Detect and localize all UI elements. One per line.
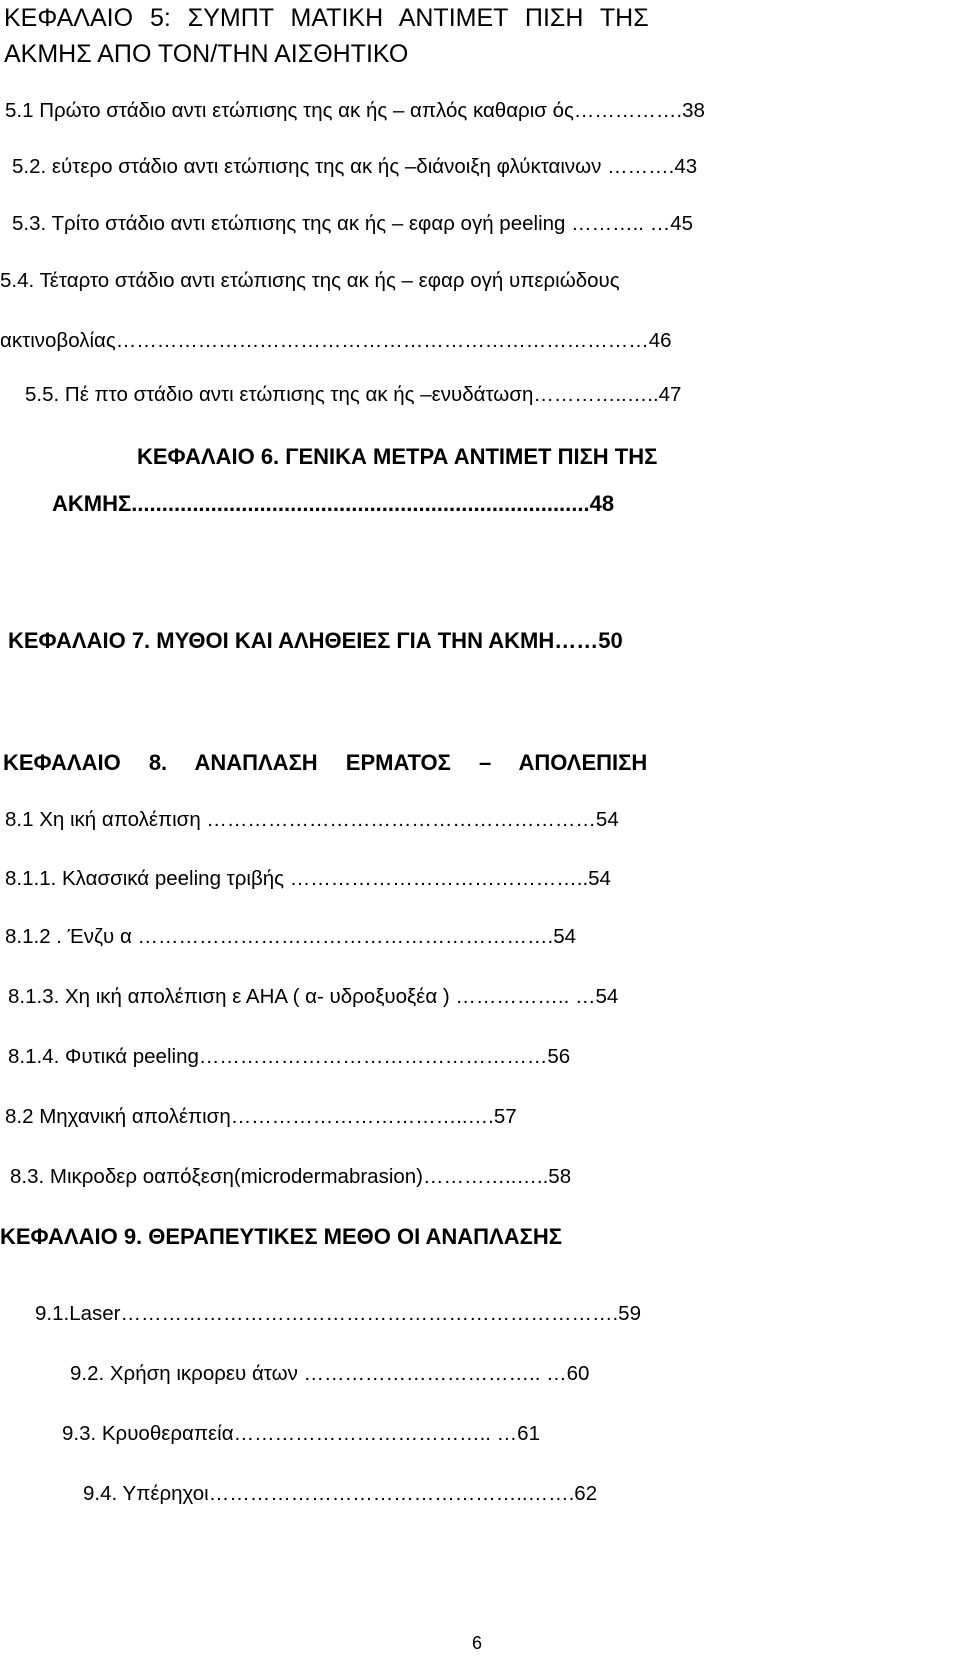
toc-entry-5-1: 5.1 Πρώτο στάδιο αντι ετώπισης της ακ ής – απλός καθαρισ ός…………….38 — [5, 99, 705, 122]
toc-entry-5-3: 5.3. Τρίτο στάδιο αντι ετώπισης της ακ ής – εφαρ ογή peeling ……….. …45 — [12, 212, 694, 235]
toc-entry-9-1: 9.1.Laser……………………………………………………………….59 — [35, 1302, 641, 1325]
toc-entry-5-2: 5.2. εύτερο στάδιο αντι ετώπισης της ακ ής –διάνοιξη φλύκταινων ……….43 — [12, 155, 698, 178]
toc-entry-8-2: 8.2 Μηχανική απολέπιση……………………………..….57 — [5, 1105, 517, 1128]
toc-entry-5-4-cont: ακτινοβολίας……………………………………………………………………46 — [0, 329, 672, 352]
toc-entry-9-4: 9.4. Υπέρηχοι………………………………………..…….62 — [83, 1482, 598, 1505]
chapter-5-title-line1: ΚΕΦΑΛΑΙΟ 5: ΣΥΜΠΤ ΜΑΤΙΚΗ ΑΝΤΙΜΕΤ ΠΙΣΗ ΤΗΣ — [4, 4, 649, 32]
page-number: 6 — [472, 1633, 483, 1653]
chapter-7-title: ΚΕΦΑΛΑΙΟ 7. ΜΥΘΟΙ ΚΑΙ ΑΛΗΘΕΙΕΣ ΓΙΑ ΤΗΝ ΑΚΜΗ……50 — [8, 628, 623, 653]
chapter-6-title-line1: ΚΕΦΑΛΑΙΟ 6. ΓΕΝΙΚΑ ΜΕΤΡΑ ΑΝΤΙΜΕΤ ΠΙΣΗ ΤΗΣ — [137, 444, 658, 469]
toc-entry-8-1-1: 8.1.1. Κλασσικά peeling τριβής ……………………………………..54 — [5, 867, 611, 890]
toc-entry-8-1-3: 8.1.3. Χη ική απολέπιση ε ΑΗΑ ( α- υδροξυοξέα ) …………….. …54 — [8, 985, 619, 1008]
chapter-9-title: ΚΕΦΑΛΑΙΟ 9. ΘΕΡΑΠΕΥΤΙΚΕΣ ΜΕΘΟ ΟΙ ΑΝΑΠΛΑΣΗΣ — [0, 1224, 562, 1249]
chapter-5-title-line2: ΑΚΜΗΣ ΑΠΟ ΤΟΝ/ΤΗΝ ΑΙΣΘΗΤΙΚΟ — [4, 40, 409, 68]
toc-entry-9-3: 9.3. Κρυοθεραπεία……………………………….. …61 — [62, 1422, 540, 1445]
toc-entry-5-4: 5.4. Τέταρτο στάδιο αντι ετώπισης της ακ ής – εφαρ ογή υπεριώδους — [0, 269, 620, 292]
toc-entry-5-5: 5.5. Πέ πτο στάδιο αντι ετώπισης της ακ ής –ενυδάτωση…………..…..47 — [25, 383, 682, 406]
toc-entry-8-1: 8.1 Χη ική απολέπιση …………………………………………………54 — [5, 808, 619, 831]
toc-entry-8-1-4: 8.1.4. Φυτικά peeling……………………………………………56 — [8, 1045, 571, 1068]
toc-entry-9-2: 9.2. Χρήση ικρορευ άτων …………………………….. …60 — [70, 1362, 590, 1385]
toc-entry-8-1-2: 8.1.2 . Ένζυ α …………………………………………………….54 — [5, 925, 576, 948]
toc-entry-8-3: 8.3. Μικροδερ οαπόξεση(microdermabrasion)…………..…..58 — [10, 1165, 572, 1188]
chapter-6-title-line2: ΑΚΜΗΣ...........................................................................48 — [52, 491, 615, 516]
chapter-8-title: ΚΕΦΑΛΑΙΟ 8. ΑΝΑΠΛΑΣΗ ΕΡΜΑΤΟΣ – ΑΠΟΛΕΠΙΣΗ — [3, 750, 648, 775]
